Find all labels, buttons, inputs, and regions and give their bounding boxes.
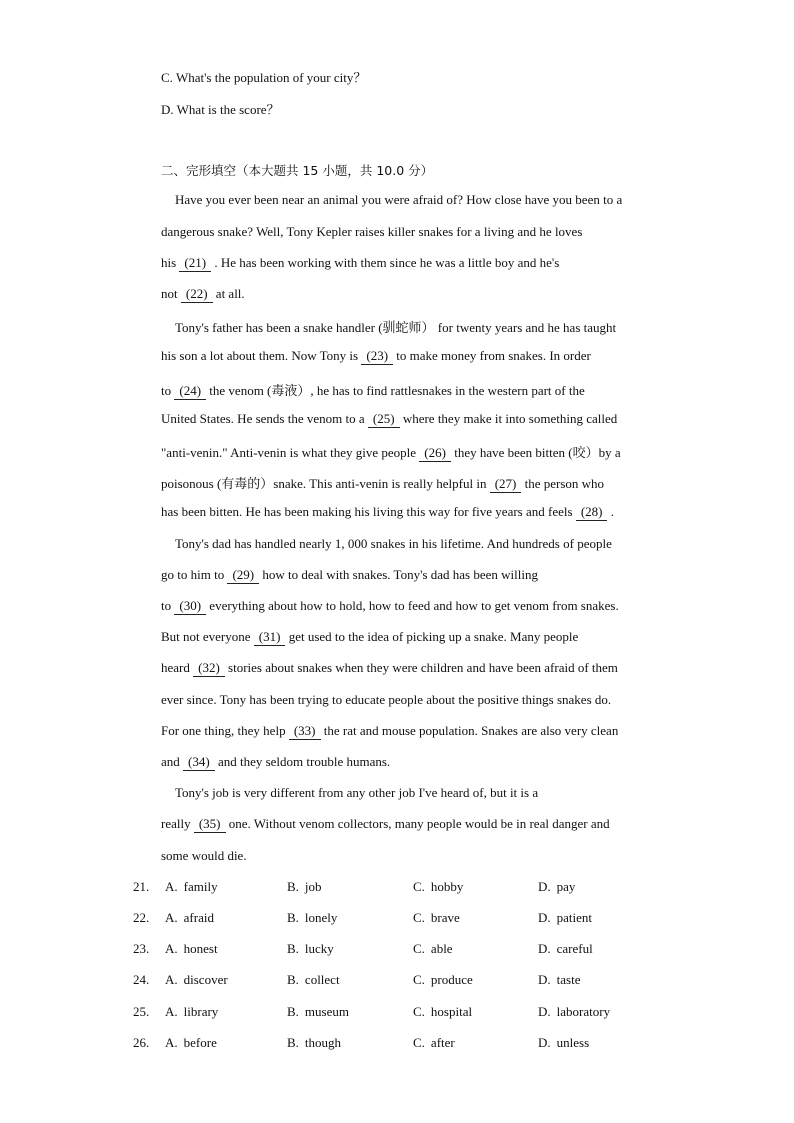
blank-31: (31) <box>254 629 286 646</box>
option-d[interactable] <box>538 879 575 895</box>
question-number: 24. <box>133 972 150 987</box>
option-c[interactable] <box>413 941 453 957</box>
passage-text: where they make it into something called <box>399 411 618 426</box>
option-text: discover <box>183 972 228 987</box>
option-letter: C. <box>413 972 425 987</box>
passage-line <box>161 598 619 615</box>
blank-23: (23) <box>361 348 393 365</box>
option-text: hobby <box>430 879 464 894</box>
option-d[interactable] <box>538 941 593 957</box>
option-text: museum <box>304 1004 349 1019</box>
passage-text: to make money from snakes. In order <box>393 348 591 363</box>
option-text: brave <box>430 910 460 925</box>
passage-text: the rat and mouse population. Snakes are also very clean <box>320 723 619 738</box>
blank-29: (29) <box>227 567 259 584</box>
option-letter: B. <box>287 1004 299 1019</box>
blank-21: (21) <box>179 255 211 272</box>
option-c[interactable] <box>413 1035 455 1051</box>
option-d[interactable] <box>538 1004 610 1020</box>
option-text: laboratory <box>556 1004 611 1019</box>
option-a[interactable] <box>165 972 228 988</box>
passage-line <box>161 504 614 521</box>
blank-26: (26) <box>419 445 451 462</box>
option-text: able <box>430 941 453 956</box>
passage-line: some would die. <box>161 848 247 863</box>
passage-text: the venom (毒液）, he has to find rattlesnakes in the western part of the <box>206 383 585 398</box>
passage-text: at all. <box>212 286 245 301</box>
option-text: What is the score？ <box>176 102 280 117</box>
passage-text: go to him to <box>161 567 228 582</box>
blank-27: (27) <box>490 476 522 493</box>
option-text: lonely <box>304 910 338 925</box>
option-text: produce <box>430 972 473 987</box>
passage-text: United States. He sends the venom to a <box>161 411 368 426</box>
passage-line <box>161 255 559 272</box>
question-number: 25. <box>133 1004 150 1019</box>
option-letter: D. <box>538 972 551 987</box>
option-a[interactable] <box>165 1004 218 1020</box>
option-letter: A. <box>165 1004 178 1019</box>
option-text: unless <box>556 1035 590 1050</box>
option-letter: B. <box>287 1035 299 1050</box>
option-a[interactable] <box>165 941 218 957</box>
question-row <box>0 1035 794 1055</box>
blank-30: (30) <box>174 598 206 615</box>
option-letter: C. <box>413 941 425 956</box>
question-number: 22. <box>133 910 150 925</box>
question-row <box>0 972 794 992</box>
passage-text: . <box>607 504 614 519</box>
option-text: lucky <box>304 941 334 956</box>
option-text: family <box>183 879 218 894</box>
option-c[interactable] <box>413 910 460 926</box>
passage-line: Tony's job is very different from any other job I've heard of, but it is a <box>175 785 539 800</box>
passage-text: and <box>161 754 184 769</box>
option-d[interactable] <box>538 972 580 988</box>
option-text: before <box>183 1035 217 1050</box>
option-letter: B. <box>287 972 299 987</box>
option-letter: A. <box>165 1035 178 1050</box>
passage-line: ever since. Tony has been trying to educate people about the positive things snakes do. <box>161 692 612 707</box>
passage-line <box>161 286 245 303</box>
option-text: honest <box>183 941 218 956</box>
option-letter: D. <box>538 1004 551 1019</box>
option-letter: C. <box>413 1004 425 1019</box>
passage-text: has been bitten. He has been making his living this way for five years and feels <box>161 504 576 519</box>
section-title: 二、完形填空（本大题共 15 小题，共 10.0 分） <box>161 163 434 178</box>
question-number: 23. <box>133 941 150 956</box>
option-c[interactable] <box>413 1004 472 1020</box>
option-c[interactable] <box>413 879 463 895</box>
passage-text: For one thing, they help <box>161 723 289 738</box>
option-text: pay <box>556 879 576 894</box>
passage-text: how to deal with snakes. Tony's dad has been willing <box>259 567 538 582</box>
question-row <box>0 1004 794 1024</box>
passage-text: his <box>161 255 180 270</box>
option-b[interactable] <box>287 910 337 926</box>
passage-line <box>161 442 621 462</box>
option-text: What's the population of your city？ <box>175 70 367 85</box>
option-text: after <box>430 1035 455 1050</box>
option-letter: D. <box>161 102 174 117</box>
option-a[interactable] <box>165 1035 217 1051</box>
passage-text: really <box>161 816 194 831</box>
passage-text: stories about snakes when they were children and have been afraid of them <box>224 660 618 675</box>
option-letter: D. <box>538 1035 551 1050</box>
passage-line <box>161 411 617 428</box>
passage-text: to <box>161 598 175 613</box>
passage-text: "anti-venin." Anti-venin is what they give people <box>161 445 420 460</box>
option-letter: B. <box>287 879 299 894</box>
option-b[interactable] <box>287 941 334 957</box>
question-row <box>0 879 794 899</box>
passage-line: Tony's father has been a snake handler (驯蛇师） for twenty years and he has taught <box>175 320 617 335</box>
passage-line: dangerous snake? Well, Tony Kepler raises killer snakes for a living and he loves <box>161 224 583 239</box>
option-text: collect <box>304 972 340 987</box>
passage-text: the person who <box>521 476 605 491</box>
question-number: 26. <box>133 1035 150 1050</box>
passage-line <box>161 567 538 584</box>
passage-line <box>161 473 604 493</box>
option-text: job <box>304 879 322 894</box>
blank-35: (35) <box>194 816 226 833</box>
passage-text: they have been bitten (咬）by a <box>450 445 621 460</box>
blank-34: (34) <box>183 754 215 771</box>
option-letter: C. <box>413 879 425 894</box>
option-letter: B. <box>287 941 299 956</box>
passage-line <box>161 723 618 740</box>
option-letter: C. <box>413 1035 425 1050</box>
passage-line <box>161 754 390 771</box>
option-a[interactable] <box>165 879 218 895</box>
blank-25: (25) <box>368 411 400 428</box>
option-text: hospital <box>430 1004 473 1019</box>
option-text: patient <box>556 910 593 925</box>
option-b[interactable] <box>287 972 340 988</box>
blank-32: (32) <box>193 660 225 677</box>
option-c-prev <box>161 67 366 86</box>
option-letter: B. <box>287 910 299 925</box>
option-d-prev <box>161 99 280 118</box>
passage-text: and they seldom trouble humans. <box>214 754 391 769</box>
option-d[interactable] <box>538 1035 589 1051</box>
option-letter: A. <box>165 941 178 956</box>
blank-22: (22) <box>181 286 213 303</box>
option-letter: D. <box>538 879 551 894</box>
passage-text: But not everyone <box>161 629 254 644</box>
blank-33: (33) <box>289 723 321 740</box>
option-text: taste <box>556 972 581 987</box>
option-text: library <box>183 1004 219 1019</box>
passage-text: . He has been working with them since he was a little boy and he's <box>211 255 560 270</box>
passage-line: Tony's dad has handled nearly 1, 000 snakes in his lifetime. And hundreds of people <box>175 536 612 551</box>
passage-text: get used to the idea of picking up a snake. Many people <box>285 629 579 644</box>
option-a[interactable] <box>165 910 214 926</box>
option-c[interactable] <box>413 972 473 988</box>
option-letter: C. <box>161 70 173 85</box>
passage-line <box>161 816 610 833</box>
passage-line: Have you ever been near an animal you were afraid of? How close have you been to a <box>175 192 623 207</box>
passage-text: poisonous (有毒的）snake. This anti-venin is really helpful in <box>161 476 490 491</box>
option-text: afraid <box>183 910 214 925</box>
question-row <box>0 910 794 930</box>
option-b[interactable] <box>287 879 322 895</box>
option-d[interactable] <box>538 910 592 926</box>
passage-text: one. Without venom collectors, many people would be in real danger and <box>225 816 610 831</box>
option-letter: D. <box>538 941 551 956</box>
option-text: though <box>304 1035 342 1050</box>
question-row <box>0 941 794 961</box>
option-b[interactable] <box>287 1035 341 1051</box>
passage-text: everything about how to hold, how to feed and how to get venom from snakes. <box>206 598 619 613</box>
question-number: 21. <box>133 879 150 894</box>
passage-line <box>161 629 578 646</box>
passage-line <box>161 660 618 677</box>
passage-text: not <box>161 286 181 301</box>
passage-line <box>161 380 585 400</box>
blank-28: (28) <box>576 504 608 521</box>
option-letter: A. <box>165 910 178 925</box>
option-text: careful <box>556 941 593 956</box>
passage-line <box>161 348 591 365</box>
option-letter: A. <box>165 972 178 987</box>
option-letter: A. <box>165 879 178 894</box>
passage-text: his son a lot about them. Now Tony is <box>161 348 362 363</box>
option-letter: C. <box>413 910 425 925</box>
passage-text: to <box>161 383 175 398</box>
passage-text: heard <box>161 660 194 675</box>
blank-24: (24) <box>174 383 206 400</box>
option-letter: D. <box>538 910 551 925</box>
option-b[interactable] <box>287 1004 349 1020</box>
